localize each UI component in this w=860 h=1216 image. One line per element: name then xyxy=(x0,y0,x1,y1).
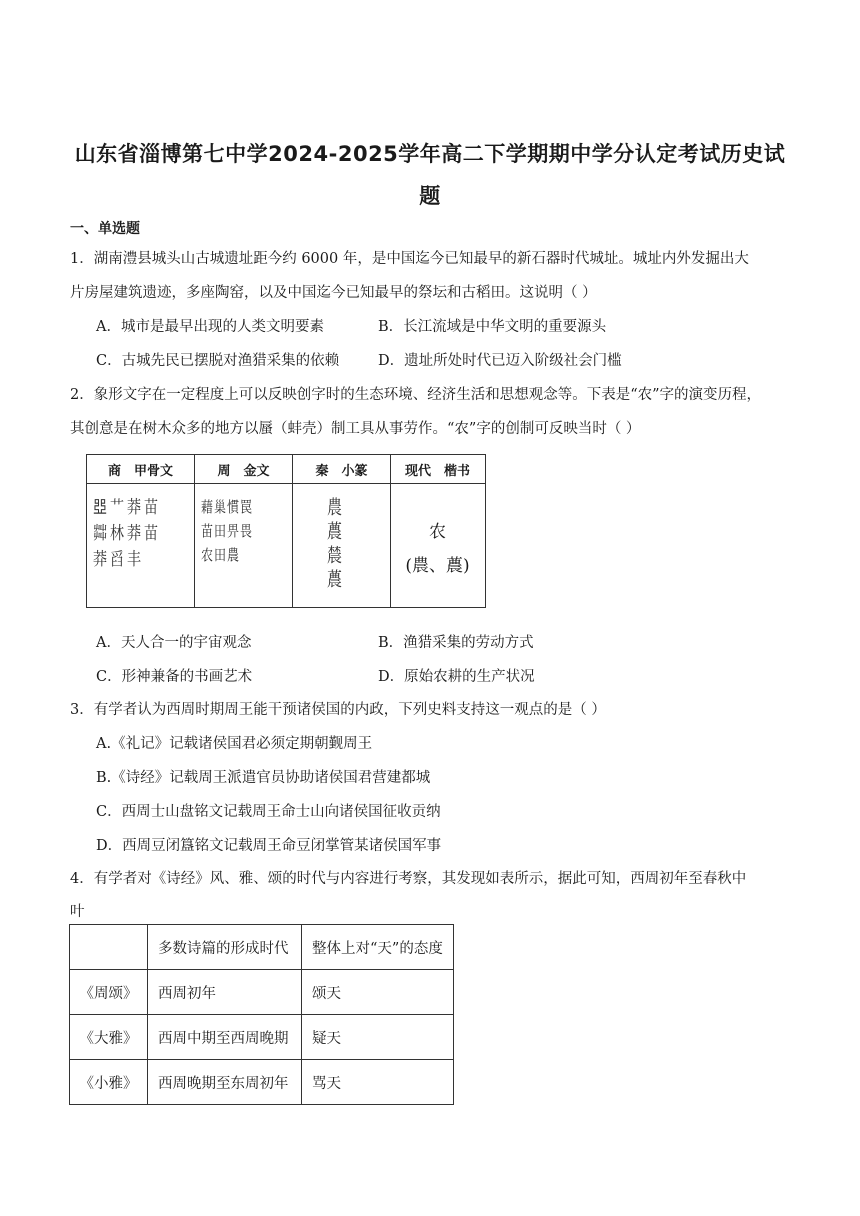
col-regular-script xyxy=(391,455,484,607)
table-cell: 骂天 xyxy=(302,1060,454,1105)
table-row xyxy=(70,970,454,1015)
section-heading: 一、单选题 xyxy=(70,221,140,237)
table-cell: 西周中期至西周晚期 xyxy=(148,1015,302,1060)
q4-stem-line1: 4．有学者对《诗经》风、雅、颂的时代与内容进行考察，其发现如表所示，据此可知，西周初年至春秋中 xyxy=(70,871,747,887)
col-oracle-bone xyxy=(87,455,195,607)
table-cell: 《周颂》 xyxy=(70,970,148,1015)
col-seal-script xyxy=(293,455,391,607)
bronze-glyphs-image: 藉巢慣罠 苗田畀畏 农田農 xyxy=(201,498,254,564)
q3-option-a: A.《礼记》记载诸侯国君必须定期朝觐周王 xyxy=(96,736,373,752)
q2-option-b: B．渔猎采集的劳动方式 xyxy=(378,635,534,651)
table-cell: 西周晚期至东周初年 xyxy=(148,1060,302,1105)
header-regular-script: 现代 楷书 xyxy=(404,464,470,479)
q3-option-d: D．西周豆闭簋铭文记载周王命豆闭掌管某诸侯国军事 xyxy=(96,838,442,854)
header-bronze: 周 金文 xyxy=(217,464,270,479)
table-header-cell: 整体上对“天”的态度 xyxy=(302,925,454,970)
exam-title-line1: 山东省淄博第七中学2024-2025学年高二下学期期中学分认定考试历史试 xyxy=(74,142,786,166)
q1-stem-line2: 片房屋建筑遗迹，多座陶窑，以及中国迄今已知最早的祭坛和古稻田。这说明（ ） xyxy=(70,285,597,301)
header-oracle-bone: 商 甲骨文 xyxy=(107,464,173,479)
table-header-cell xyxy=(70,925,148,970)
col-bronze xyxy=(195,455,293,607)
q1-option-d: D．遗址所处时代已迈入阶级社会门槛 xyxy=(378,353,622,369)
q2-stem-line1: 2．象形文字在一定程度上可以反映创字时的生态环境、经济生活和思想观念等。下表是“农”字的演变历程， xyxy=(70,387,762,403)
q3-option-b: B.《诗经》记载周王派遣官员协助诸侯国君营建都城 xyxy=(96,770,431,786)
table-row xyxy=(70,1060,454,1105)
q3-stem: 3．有学者认为西周时期周王能干预诸侯国的内政，下列史料支持这一观点的是（ ） xyxy=(70,702,606,718)
q2-option-c: C．形神兼备的书画艺术 xyxy=(96,669,253,685)
table-header-cell: 多数诗篇的形成时代 xyxy=(148,925,302,970)
q3-option-c: C．西周士山盘铭文记载周王命士山向诸侯国征收贡纳 xyxy=(96,804,441,820)
q2-stem-line2: 其创意是在树木众多的地方以蜃（蚌壳）制工具从事劳作。“农”字的创制可反映当时（ ） xyxy=(70,421,641,437)
table-cell: 西周初年 xyxy=(148,970,302,1015)
shijing-table xyxy=(69,924,454,1105)
q2-option-a: A．天人合一的宇宙观念 xyxy=(96,635,252,651)
table-header-row xyxy=(70,925,454,970)
header-seal-script: 秦 小篆 xyxy=(315,464,368,479)
q1-stem-line1: 1．湖南澧县城头山古城遗址距今约 6000 年，是中国迄今已知最早的新石器时代城址。城址内外发掘出大 xyxy=(70,251,749,267)
table-cell: 《小雅》 xyxy=(70,1060,148,1105)
table-row xyxy=(70,1015,454,1060)
table-cell: 疑天 xyxy=(302,1015,454,1060)
q1-option-c: C．古城先民已摆脱对渔猎采集的依赖 xyxy=(96,353,340,369)
nong-evolution-table xyxy=(86,454,486,608)
exam-title-line2: 题 xyxy=(419,184,441,208)
q2-option-d: D．原始农耕的生产状况 xyxy=(378,669,535,685)
q4-stem-line2: 叶 xyxy=(70,904,85,920)
q1-option-a: A．城市是最早出现的人类文明要素 xyxy=(96,319,324,335)
modern-variants: (農、蕽) xyxy=(405,556,470,576)
oracle-bone-glyphs-image: 𠁁艹莽苗 茻林莽苗 莽舀丰 xyxy=(93,498,161,570)
table-cell: 《大雅》 xyxy=(70,1015,148,1060)
seal-glyphs-image: 農 蕽 辳 蕽 xyxy=(327,495,346,591)
table-cell: 颂天 xyxy=(302,970,454,1015)
q1-option-b: B．长江流域是中华文明的重要源头 xyxy=(378,319,607,335)
modern-char: 农 xyxy=(429,522,446,542)
